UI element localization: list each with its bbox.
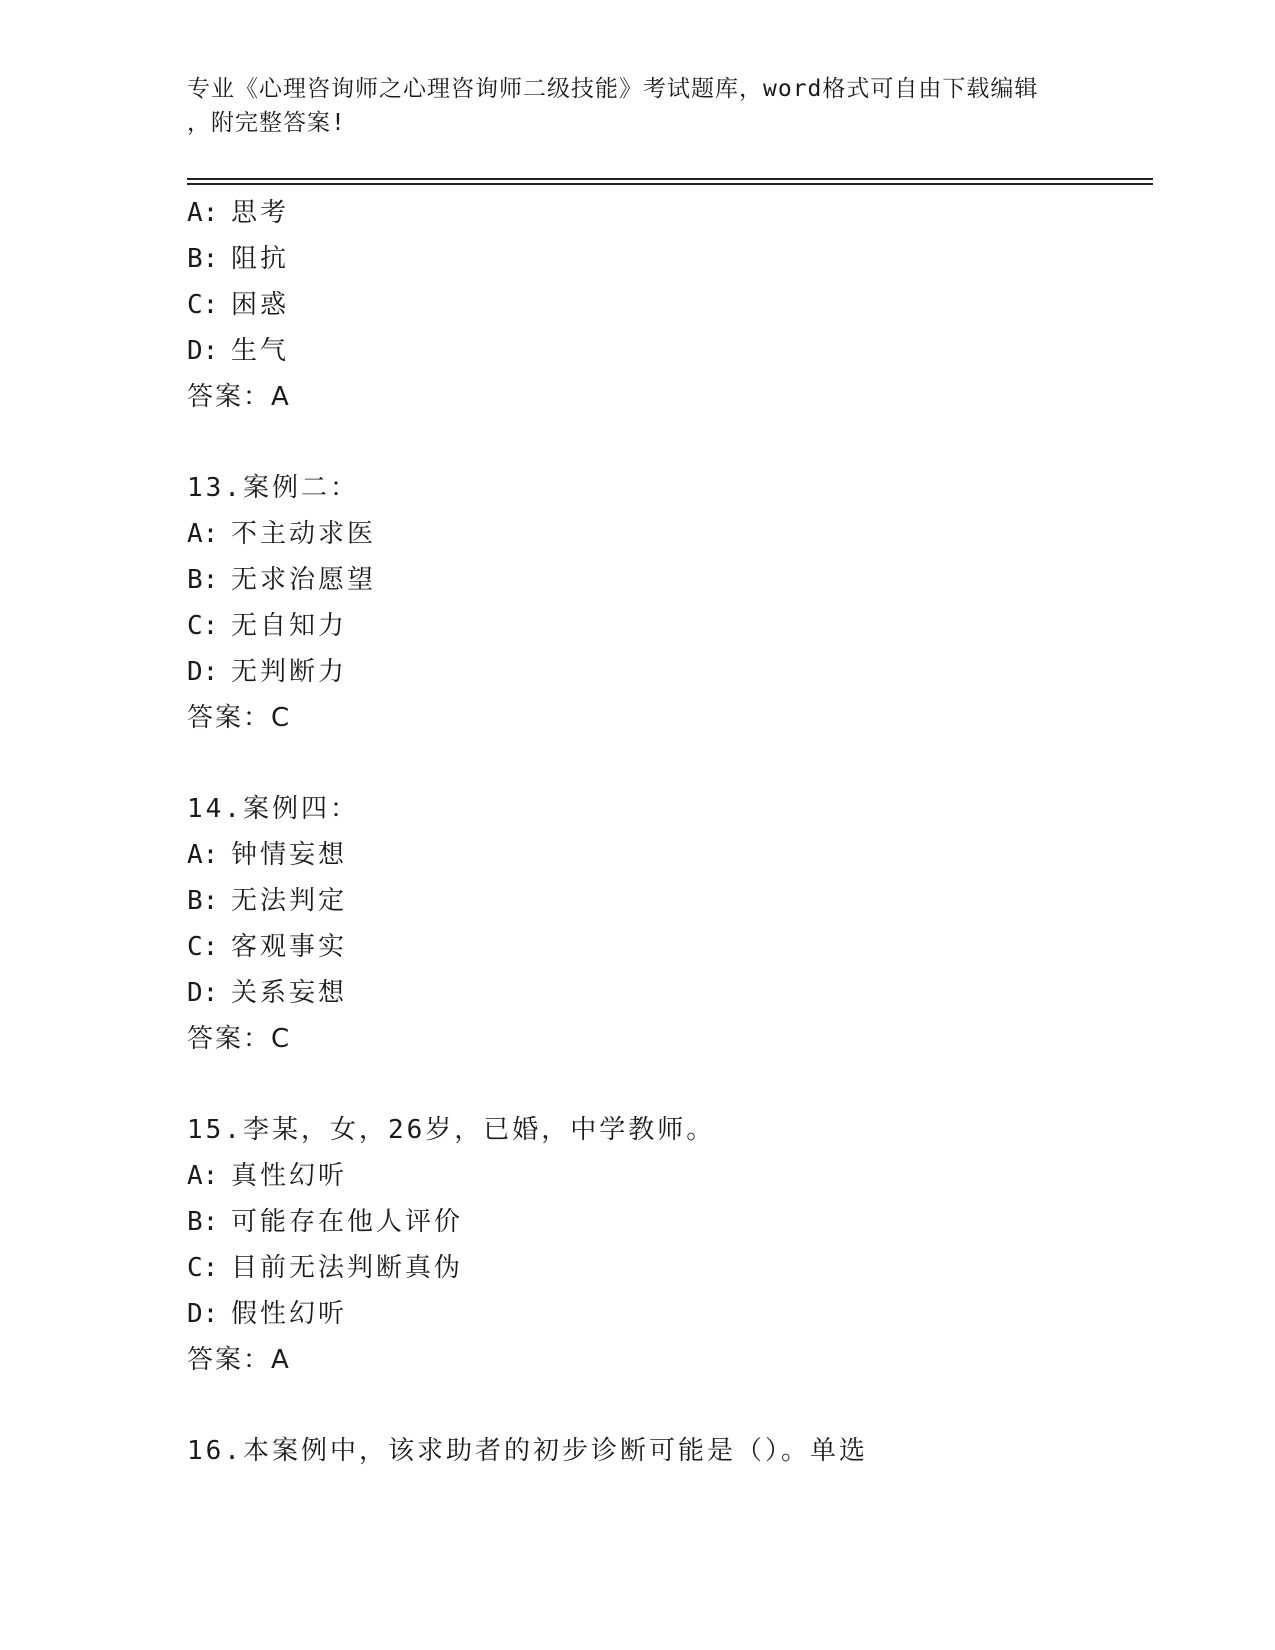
question-text: 13.案例二： xyxy=(187,473,359,503)
option-d xyxy=(187,328,1147,374)
option-key: D: xyxy=(187,1299,219,1329)
option-key: C: xyxy=(187,290,219,320)
option-key: A: xyxy=(187,198,219,228)
option-text: 生气 xyxy=(231,336,290,366)
option-b xyxy=(187,878,1147,924)
option-text: 思考 xyxy=(231,198,290,228)
option-b xyxy=(187,236,1147,282)
question-block xyxy=(187,1107,1147,1383)
option-text: 假性幻听 xyxy=(231,1299,348,1329)
option-d xyxy=(187,649,1147,695)
header-divider-bottom xyxy=(187,183,1153,185)
answer-line: 答案：A xyxy=(187,1345,291,1375)
option-key: A: xyxy=(187,1161,219,1191)
header-title-continuation: ，附完整答案! xyxy=(187,110,346,136)
option-key: A: xyxy=(187,519,219,549)
option-key: C: xyxy=(187,932,219,962)
option-text: 客观事实 xyxy=(231,932,348,962)
block-spacer xyxy=(187,741,1147,786)
question-block xyxy=(187,190,1147,420)
option-c xyxy=(187,282,1147,328)
document-header xyxy=(187,72,1087,140)
option-b xyxy=(187,557,1147,603)
option-text: 困惑 xyxy=(231,290,290,320)
option-key: A: xyxy=(187,840,219,870)
option-b xyxy=(187,1199,1147,1245)
header-title-line: 专业《心理咨询师之心理咨询师二级技能》考试题库，word格式可自由下载编辑 xyxy=(187,76,1039,102)
option-c xyxy=(187,603,1147,649)
option-text: 无自知力 xyxy=(231,611,348,641)
option-key: B: xyxy=(187,244,219,274)
question-text: 15.李某，女，26岁，已婚，中学教师。 xyxy=(187,1115,716,1145)
option-key: D: xyxy=(187,336,219,366)
answer-line: 答案：A xyxy=(187,382,291,412)
option-d xyxy=(187,970,1147,1016)
block-spacer xyxy=(187,1062,1147,1107)
option-a xyxy=(187,1153,1147,1199)
block-spacer xyxy=(187,1383,1147,1428)
answer-line: 答案：C xyxy=(187,1024,292,1054)
option-c xyxy=(187,924,1147,970)
option-a xyxy=(187,832,1147,878)
question-list xyxy=(187,190,1147,1474)
option-c xyxy=(187,1245,1147,1291)
question-block xyxy=(187,1428,1147,1474)
option-text: 不主动求医 xyxy=(231,519,377,549)
option-key: D: xyxy=(187,978,219,1008)
question-text: 14.案例四： xyxy=(187,794,359,824)
option-text: 无求治愿望 xyxy=(231,565,377,595)
answer-line: 答案：C xyxy=(187,703,292,733)
option-a xyxy=(187,511,1147,557)
option-key: B: xyxy=(187,886,219,916)
option-text: 阻抗 xyxy=(231,244,290,274)
header-divider-top xyxy=(187,178,1153,180)
option-a xyxy=(187,190,1147,236)
option-text: 目前无法判断真伪 xyxy=(231,1253,464,1283)
option-text: 无法判定 xyxy=(231,886,348,916)
question-block xyxy=(187,465,1147,741)
option-text: 钟情妄想 xyxy=(231,840,348,870)
option-key: C: xyxy=(187,611,219,641)
question-block xyxy=(187,786,1147,1062)
option-text: 关系妄想 xyxy=(231,978,348,1008)
option-text: 无判断力 xyxy=(231,657,348,687)
option-key: D: xyxy=(187,657,219,687)
option-key: C: xyxy=(187,1253,219,1283)
option-key: B: xyxy=(187,565,219,595)
option-text: 可能存在他人评价 xyxy=(231,1207,464,1237)
question-text: 16.本案例中，该求助者的初步诊断可能是（）。单选 xyxy=(187,1436,868,1466)
option-text: 真性幻听 xyxy=(231,1161,348,1191)
option-key: B: xyxy=(187,1207,219,1237)
option-d xyxy=(187,1291,1147,1337)
block-spacer xyxy=(187,420,1147,465)
